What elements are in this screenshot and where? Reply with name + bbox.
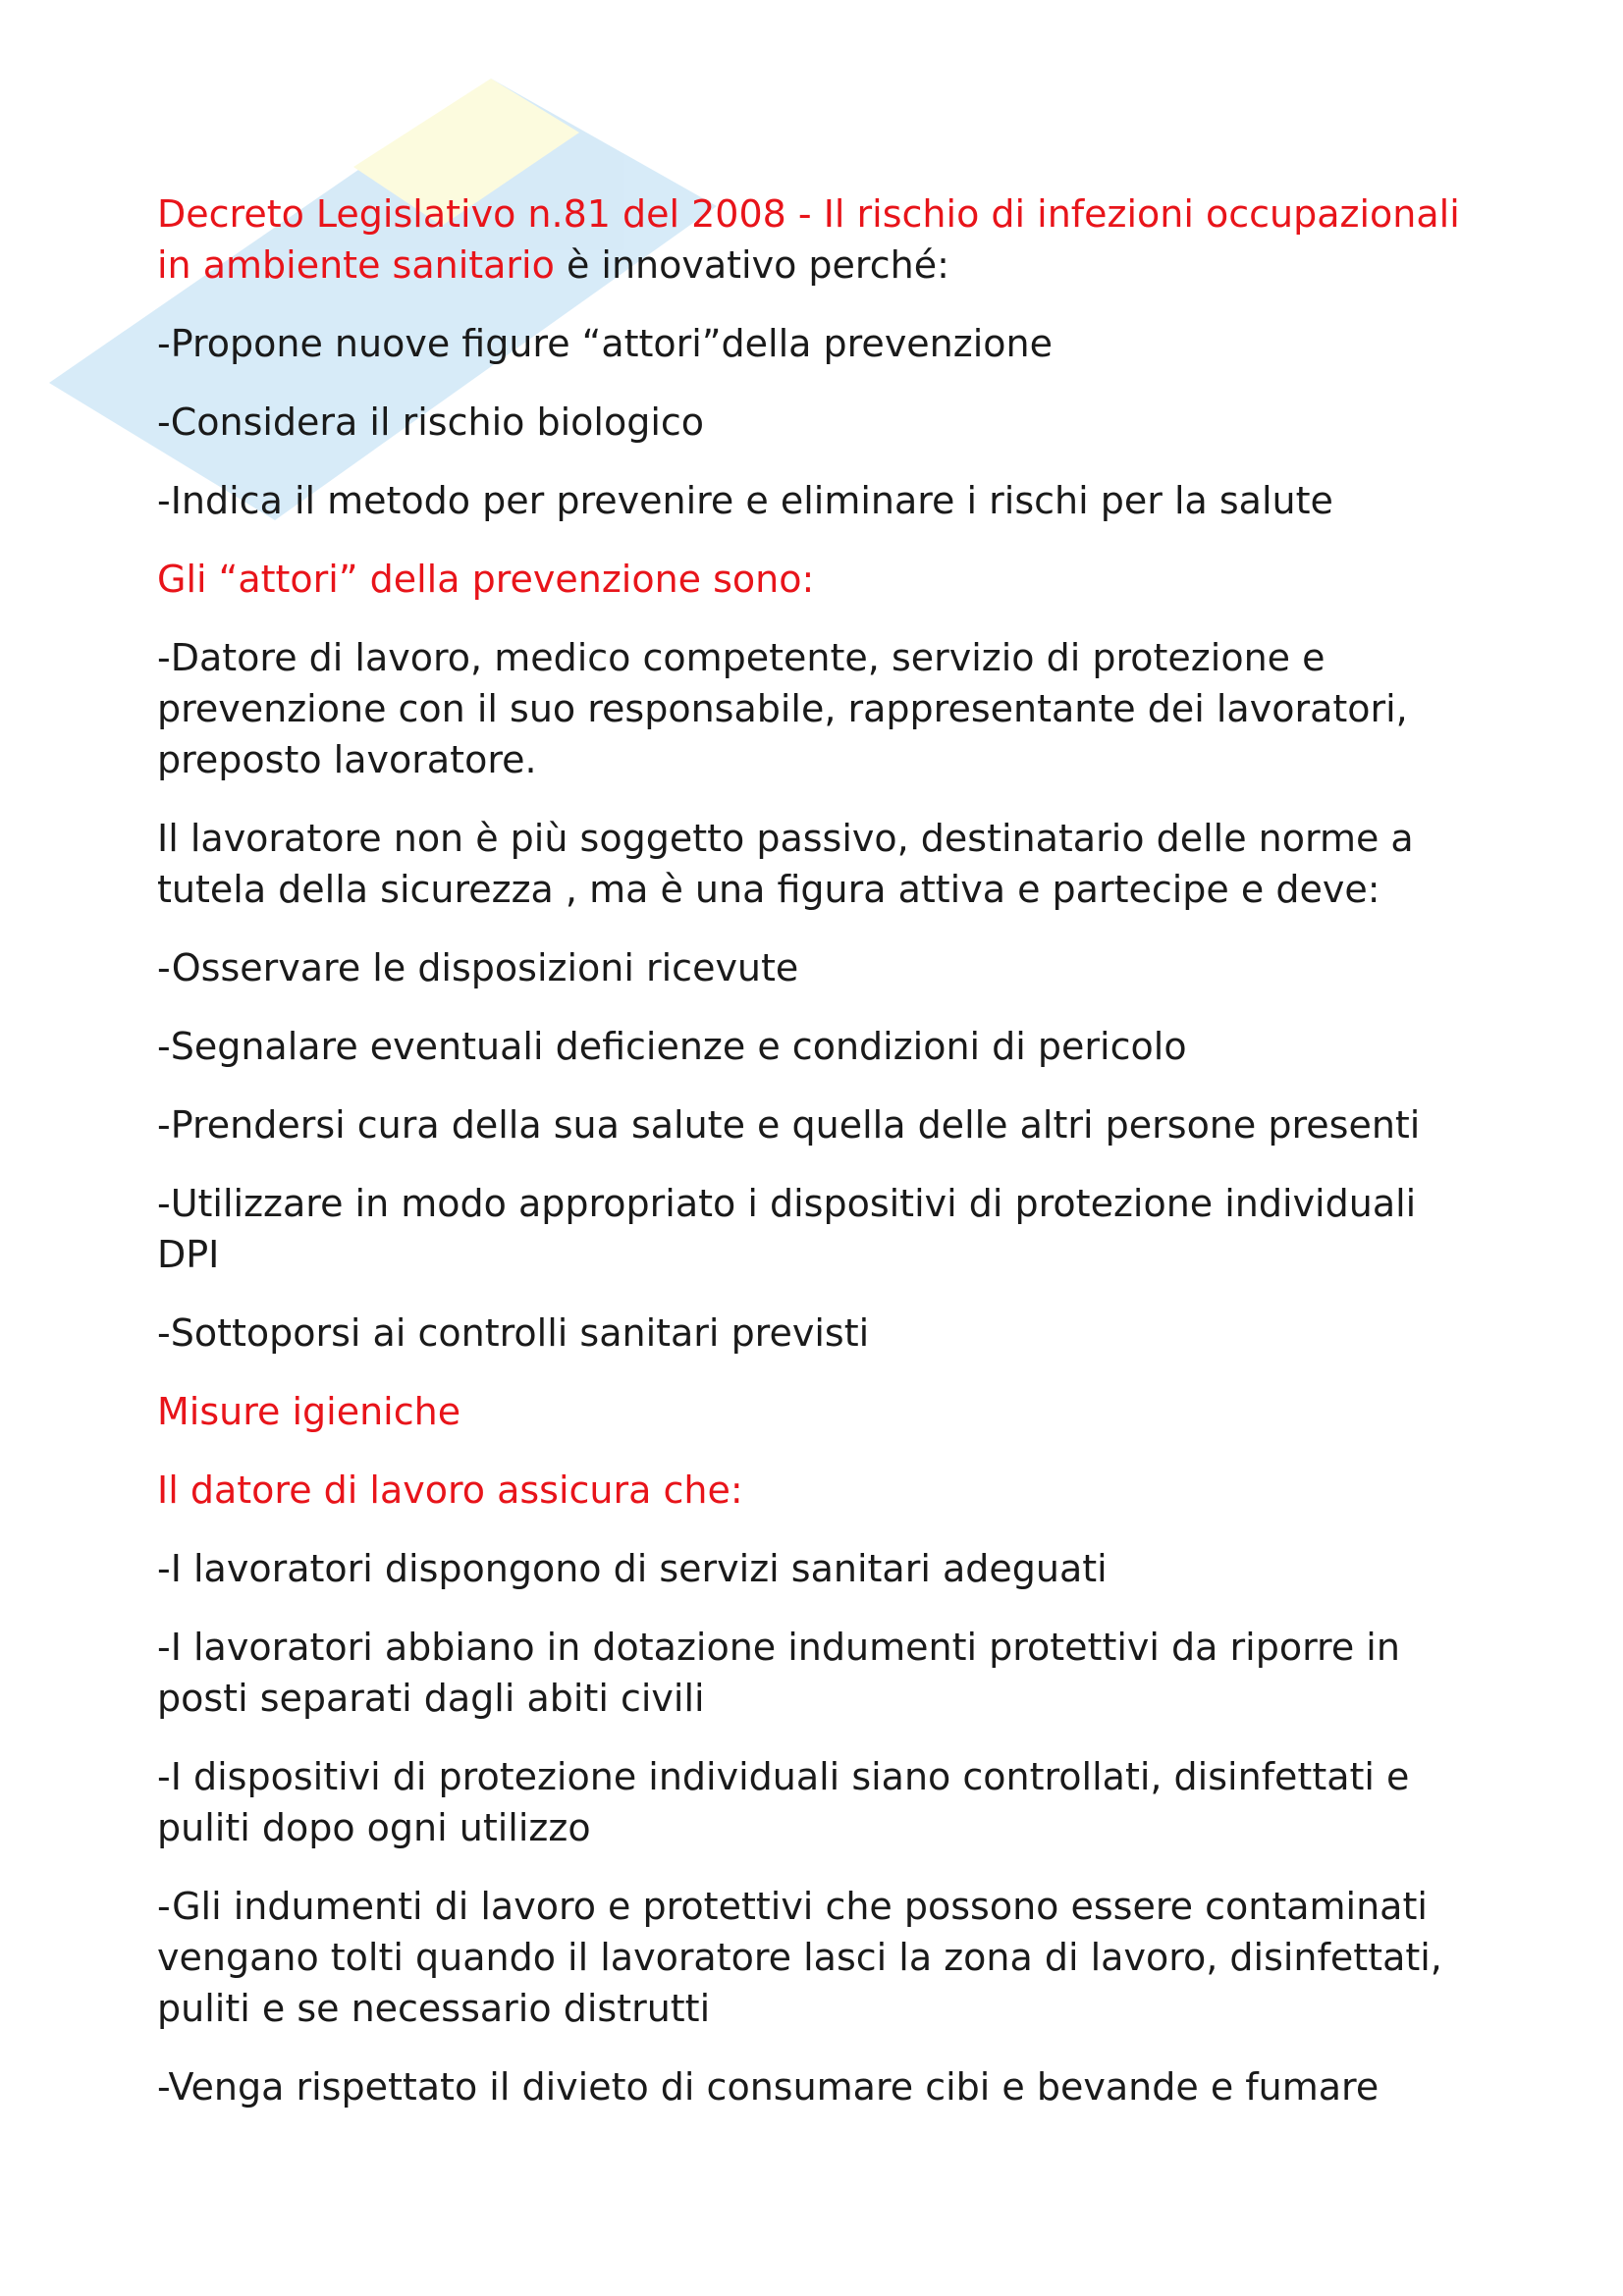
hygiene-heading: Misure igieniche — [157, 1390, 461, 1433]
list-item: -Prendersi cura della sua salute e quella delle altri persone presenti — [157, 1103, 1421, 1147]
decree-title: Decreto Legislativo n.81 del 2008 - Il rischio di infezioni occupazionali in ambiente sanitario — [157, 192, 1460, 287]
intro-paragraph — [157, 188, 1483, 291]
list-item: -Propone nuove figure “attori”della prevenzione — [157, 322, 1053, 365]
actors-list: -Datore di lavoro, medico competente, servizio di protezione e prevenzione con il suo responsabile, rappresentante dei lavoratori, preposto lavoratore. — [157, 636, 1408, 781]
list-item: -Segnalare eventuali deficienze e condizioni di pericolo — [157, 1025, 1187, 1068]
worker-paragraph: Il lavoratore non è più soggetto passivo, destinatario delle norme a tutela della sicurezza , ma è una figura attiva e partecipe e deve: — [157, 817, 1414, 911]
list-item: -I lavoratori abbiano in dotazione indumenti protettivi da riporre in posti separati dagli abiti civili — [157, 1626, 1400, 1720]
list-item: -Venga rispettato il divieto di consumare cibi e bevande e fumare — [157, 2065, 1380, 2109]
list-item: -Gli indumenti di lavoro e protettivi che possono essere contaminati vengano tolti quando il lavoratore lasci la zona di lavoro, disinfettati, puliti e se necessario distrutti — [157, 1885, 1442, 2030]
list-item: -Considera il rischio biologico — [157, 400, 705, 444]
list-item: -Osservare le disposizioni ricevute — [157, 946, 799, 989]
intro-rest: è innovativo perché: — [554, 243, 949, 287]
list-item: -Sottoporsi ai controlli sanitari previsti — [157, 1311, 870, 1355]
list-item: -Utilizzare in modo appropriato i dispositivi di protezione individuali DPI — [157, 1182, 1417, 1276]
list-item: -I lavoratori dispongono di servizi sanitari adeguati — [157, 1547, 1108, 1590]
list-item: -I dispositivi di protezione individuali siano controllati, disinfettati e puliti dopo ogni utilizzo — [157, 1755, 1410, 1849]
document-body — [157, 188, 1483, 2140]
list-item: -Indica il metodo per prevenire e eliminare i rischi per la salute — [157, 479, 1333, 522]
actors-heading: Gli “attori” della prevenzione sono: — [157, 558, 815, 601]
employer-heading: Il datore di lavoro assicura che: — [157, 1468, 743, 1512]
